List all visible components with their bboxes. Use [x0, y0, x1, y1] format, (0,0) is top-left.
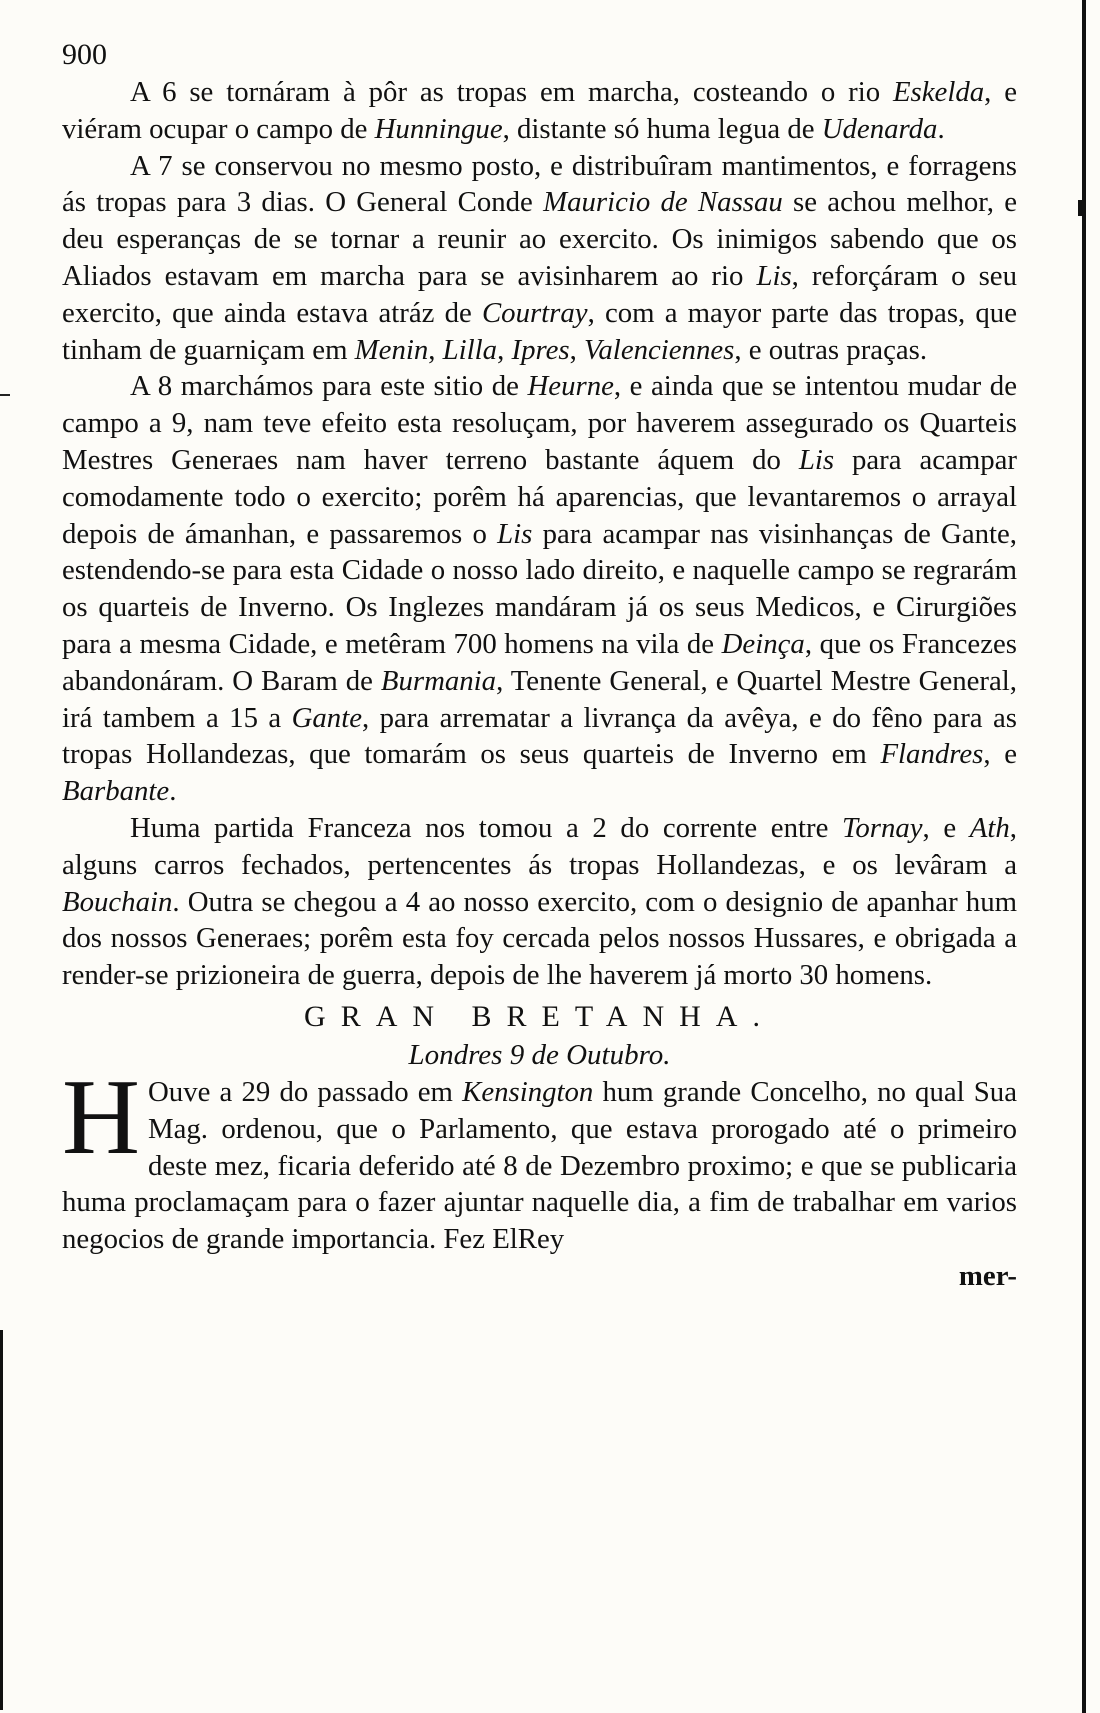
binding-edge-rule [0, 1330, 3, 1710]
paragraph-with-drop-cap [62, 1057, 1017, 1258]
paragraph: Huma partida Franceza nos tomou a 2 do corrente entre Tornay, e Ath, alguns carros fechados, pertencentes ás tropas Hollandezas, e os levâram a Bouchain. Outra se chegou a 4 ao nosso exercito, com o designio de apanhar hum dos nossos Generaes; porêm esta foy cercada pelos nossos Hussares, e obrigada a render-se prizioneira de guerra, depois de lhe haverem já morto 30 homens. [62, 811, 1017, 992]
catchword: mer- [958, 1259, 1017, 1292]
dateline: Londres 9 de Outubro. [408, 1038, 671, 1071]
page-number: 900 [62, 38, 107, 71]
margin-mark [0, 394, 10, 396]
paragraph: A 8 marchámos para este sitio de Heurne, e ainda que se intentou mudar de campo a 9, nam teve efeito esta resoluçam, por haverem assegurado os Quarteis Mestres Generaes nam haver terreno bastante áquem do Lis para acampar comodamente todo o exercito; porêm há aparencias, que levantaremos o arrayal depois de ámanhan, e passaremos o Lis para acampar nas visinhanças de Gante, estendendo-se para esta Cidade o nosso lado direito, e naquelle campo se regrarám os quarteis de Inverno. Os Inglezes mandáram já os seus Medicos, e Cirurgiões para a mesma Cidade, e metêram 700 homens na vila de Deinça, que os Francezes abandonáram. O Baram de Burmania, Tenente General, e Quartel Mestre General, irá tambem a 15 a Gante, para arrematar a livrança da avêya, e do fêno para as tropas Hollandezas, que tomarám os seus quarteis de Inverno em Flandres, e Barbante. [62, 370, 1017, 808]
article-body [62, 40, 1017, 1295]
page-edge-rule [1082, 0, 1086, 1713]
paragraph-text: Ouve a 29 do passado em Kensington hum grande Concelho, no qual Sua Mag. ordenou, que o Parlamento, que estava prorogado até o primeiro deste mez, ficaria deferido até 8 de Dezembro proximo; e que se publicaria huma proclamaçam para o fazer ajuntar naquelle dia, a fim de trabalhar em varios negocios de grande importancia. Fez ElRey [62, 1075, 1017, 1256]
margin-mark [1078, 200, 1084, 216]
paragraph: A 6 se tornáram à pôr as tropas em marcha, costeando o rio Eskelda, e viéram ocupar o campo de Hunningue, distante só huma legua de Udenarda. [62, 76, 1017, 145]
paragraph: A 7 se conservou no mesmo posto, e distribuîram mantimentos, e forragens ás tropas para 3 dias. O General Conde Mauricio de Nassau se achou melhor, e deu esperanças de se tornar a reunir ao exercito. Os inimigos sabendo que os Aliados estavam em marcha para se avisinharem ao rio Lis, reforçáram o seu exercito, que ainda estava atráz de Courtray, com a mayor parte das tropas, que tinham de guarniçam em Menin, Lilla, Ipres, Valenciennes, e outras praças. [62, 149, 1017, 366]
section-heading: GRAN BRETANHA. [304, 999, 775, 1033]
drop-cap: H [62, 1057, 140, 1177]
